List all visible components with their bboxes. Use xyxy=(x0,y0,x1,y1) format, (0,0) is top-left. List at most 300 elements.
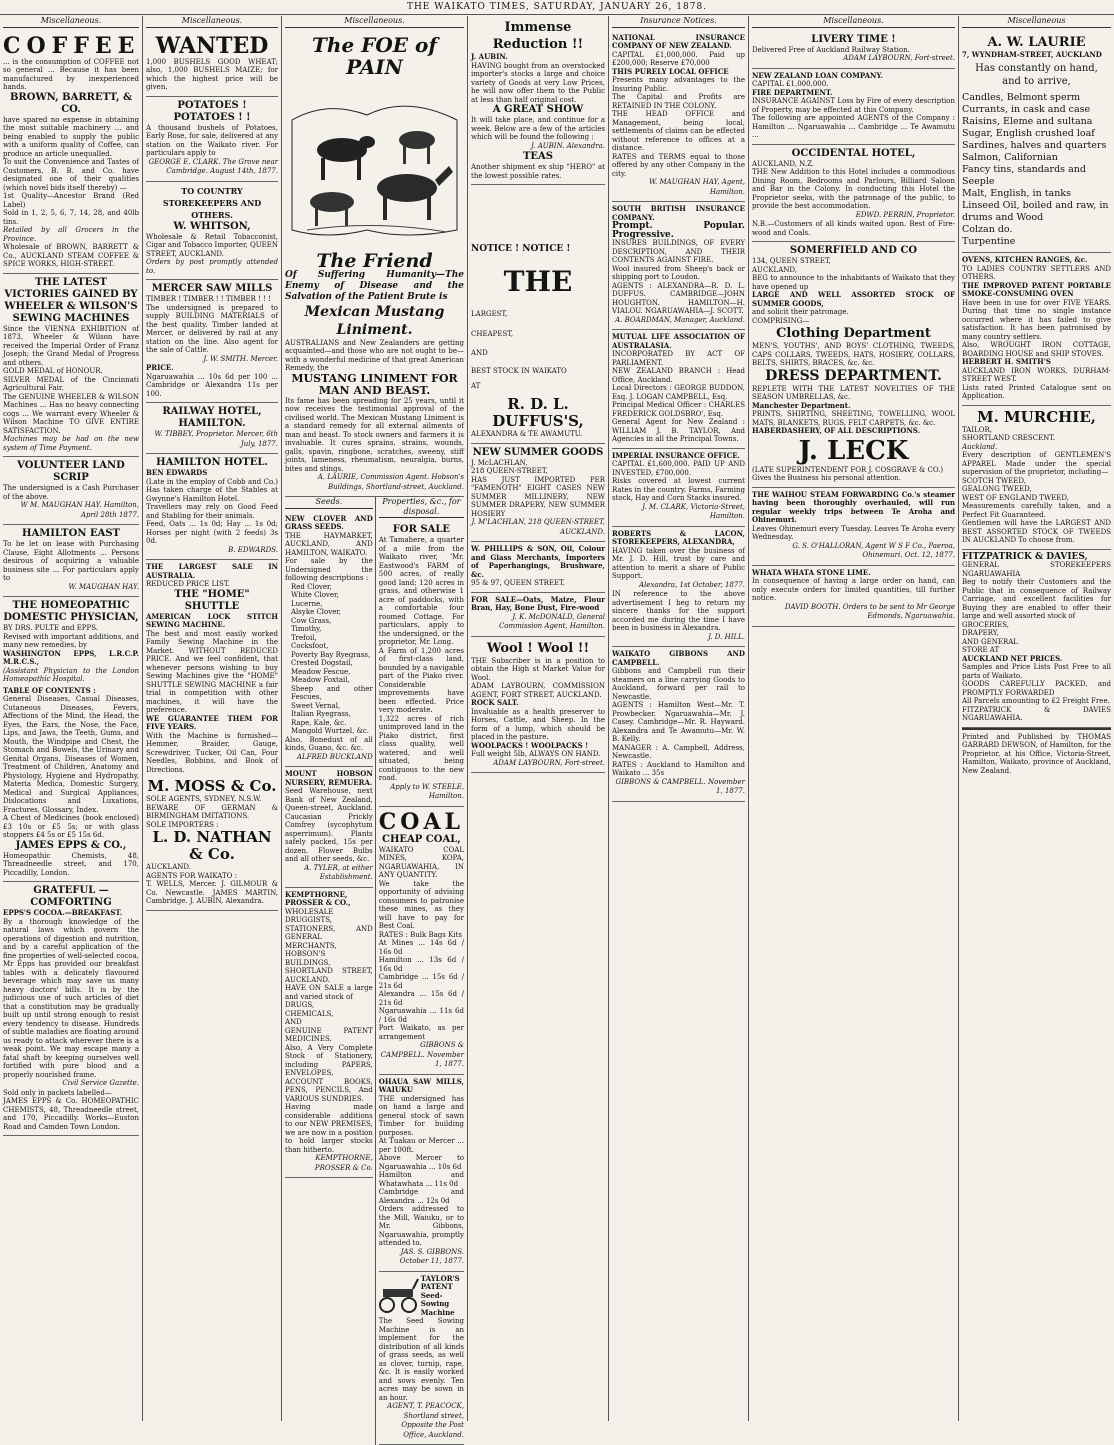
ad-subtitle: J. McLACHLAN, xyxy=(471,459,605,468)
seeds-ad xyxy=(285,512,373,768)
nz-loan-company-ad xyxy=(752,69,955,145)
list-item: Colzan do. xyxy=(962,224,1111,236)
ad-signature: J. M. CLARK, Victoria-Street, Hamilton. xyxy=(612,503,745,522)
list-item: Malt, English, in tanks xyxy=(962,188,1111,200)
column-1 xyxy=(0,16,142,1416)
ad-body: MANAGER : A. Campbell, Address, Newcastle. xyxy=(612,744,745,761)
ad-title: WHATA WHATA STONE LIME. xyxy=(752,569,955,578)
ad-signature: JAS. S. GIBBONS. October 11, 1877. xyxy=(379,1248,464,1267)
ad-body: With the Machine is furnished—Hemmer, Braider, Gauge, Screwdriver, Tucker, Oil Can, Four Needles, Bobbins, and Book of Directions. xyxy=(146,732,278,775)
rate-row: At Tuakau or Mercer ... per 100ft. xyxy=(379,1137,464,1154)
seed-list xyxy=(285,583,373,736)
hamilton-hotel-ad xyxy=(146,454,278,560)
ad-body: WAIKATO COAL MINES, KOPA, NGARUAWAHIA, IN ANY QUANTITY. xyxy=(379,846,464,880)
ad-title: OHAUA SAW MILLS, WAIUKU xyxy=(379,1078,464,1095)
ad-body: At Tamahere, a quarter of a mile from the Waikato river, 'Mr. Eastwood's FARM of 500 acres, of really good land; 120 acres in grass, and otherwise 1 acre of paddocks, with a comfortable four roomed Cottage. For particulars, apply to the undersigned, or the proprietor, Mr. Long. xyxy=(379,536,464,647)
list-item: DRUGS, xyxy=(285,1001,373,1010)
ad-body: Leaves Ohinemuri every Tuesday. Leaves Te Aroha every Wednesday. xyxy=(752,525,955,542)
rate-row: Ngaruawahia ... 11s 6d / 16s 0d xyxy=(379,1007,464,1024)
ad-subtitle: ROCK SALT. xyxy=(471,699,605,708)
list-item: Cow Grass, xyxy=(285,617,373,626)
south-british-ad xyxy=(612,202,745,330)
column-heading: Miscellaneous. xyxy=(146,16,278,28)
ad-signature: A. BOARDMAN, Manager, Auckland. xyxy=(612,316,745,326)
animals-illustration xyxy=(287,80,462,250)
coal-ad xyxy=(379,807,464,1075)
ovens-ad xyxy=(962,253,1111,406)
ad-body: and solicit their patronage. xyxy=(752,308,955,317)
ad-body: Principal Medical Officer : CHARLES FREDERICK GOLDSBRO', Esq. xyxy=(612,401,745,418)
ad-subtitle: Clothing Department xyxy=(752,325,955,342)
fitzpatrick-davies-ad xyxy=(962,550,1111,728)
potatoes-ad xyxy=(146,97,278,182)
ad-body: AGENTS FOR WAIKATO : xyxy=(146,872,278,881)
ad-title: THE LARGEST SALE IN AUSTRALIA. xyxy=(146,563,278,580)
wool-ad xyxy=(471,637,605,774)
ad-body: HAVING taken over the business of Mr. J. D. Hill, trust by care and attention to merit a share of Public Support. xyxy=(612,547,745,581)
list-item: Meadow Foxtail, xyxy=(285,676,373,685)
ad-body: Revised with important additions, and many new remedies, by xyxy=(3,633,139,650)
ad-body: Sold in 1, 2, 5, 6, 7, 14, 28, and 40lb tins. xyxy=(3,209,139,226)
gibbons-campbell-ad xyxy=(612,647,745,802)
ad-body: RATES : Bulk Bags Kits xyxy=(379,931,464,940)
ad-body: Orders addressed to the Mill, Waiuku, or to Mr. Gibbons, Ngaruawahia, promptly attended to. xyxy=(379,1205,464,1248)
list-item: Cocksfoot, xyxy=(285,642,373,651)
ad-title: Immense Reduction !! xyxy=(471,19,605,53)
ad-body: Also, Bonedust of all kinds, Guano, &c. &c. xyxy=(285,736,373,753)
column-2 xyxy=(143,16,281,1416)
ad-body: Local Directors : GEORGE BUDDON, Esq. J. LOGAN CAMPBELL, Esq. xyxy=(612,384,745,401)
seed-sower-illustration xyxy=(379,1275,419,1315)
ad-subtitle: W. WHITSON, xyxy=(146,221,278,233)
ad-body: Wholesale of BROWN, BARRETT & Co., AUCKLAND STEAM COFFEE & SPICE WORKS, HIGH-STREET. xyxy=(3,243,139,269)
ad-signature: GIBBONS & CAMPBELL. November 1, 1877. xyxy=(612,778,745,797)
ad-title: LIVERY TIME ! xyxy=(752,34,955,46)
list-item: Currants, in cask and case xyxy=(962,104,1111,116)
ad-body: IN reference to the above advertisement I beg to return my sincere thanks for the support accorded me during the time I have been in business in Alexandra. xyxy=(612,590,745,633)
ad-body: AUCKLAND, N.Z. xyxy=(752,160,955,169)
ad-body: REPLETE WITH THE LATEST NOVELTIES OF THE SEASON UMBRELLAS, &c. xyxy=(752,385,955,402)
ad-body: AUSTRALIANS and New Zealanders are getting acquainted—and those who are not ought to be—with a wonderful medicine of that great American Remedy, the xyxy=(285,339,464,373)
ad-body: CHEAPEST, xyxy=(471,330,605,339)
rate-row: Cambridge and Alexandra ... 12s 0d xyxy=(379,1188,464,1205)
ad-body: INSURES BUILDINGS, OF EVERY DESCRIPTION, AND THEIR CONTENTS AGAINST FIRE. xyxy=(612,239,745,265)
ad-signature: A. TYLER, at either Establishment. xyxy=(285,864,373,883)
ad-body: Orders by post promptly attended to. xyxy=(146,258,278,275)
ad-body: General Diseases, Casual Diseases, Cutaneous Diseases, Fevers, Affections of the Mind, the Head, the Eyes, the Ears, the Nose, the Face, Lips, and Jaws, the Teeth, Gums, and Mouth, the Windpipe and Chest, the Stomach and Bowels, the Urinary and Genital Organs, Diseases of Women, Treatment of Children, Anatomy and Physiology, Hygiene and Hydropathy, Materia Medica, Domestic Surgery, Medical and Surgical Appliances, Dislocations and Luxations, Fractures, Glossary, Index. xyxy=(3,695,139,814)
ad-signature: ADAM LAYBOURN, Fort-street. xyxy=(752,54,955,64)
ad-body: HAS JUST IMPORTED PER "FAMENOTH" EIGHT CASES NEW SUMMER MILLINERY, NEW SUMMER DRAPERY, NEW SUMMER HOSIERY xyxy=(471,476,605,519)
ad-body: (LATE SUPERINTENDENT FOR J. COSGRAVE & CO.) xyxy=(752,466,955,475)
ad-title: WAIKATO GIBBONS AND CAMPBELL. xyxy=(612,650,745,667)
properties-subcolumn xyxy=(376,497,464,1445)
ad-body: (Assistant Physician to the London Homeopathic Hospital. xyxy=(3,667,139,684)
ad-body: BEG to announce to the inhabitants of Waikato that they have opened up xyxy=(752,274,955,291)
ad-body: Measurements carefully taken, and a Perfect Fit Guaranteed. xyxy=(962,502,1111,519)
somerfield-ad xyxy=(752,242,955,488)
ad-subtitle: THE IMPROVED PATENT PORTABLE SMOKE-CONSUMING OVEN xyxy=(962,282,1111,299)
section-heading: Seeds. xyxy=(285,497,373,509)
ad-title: MUTUAL LIFE ASSOCIATION OF AUSTRALASIA. xyxy=(612,333,745,350)
ad-signature: Apply to W. STEELE, Hamilton. xyxy=(379,783,464,802)
ad-body: Wool insured from Sheep's back or shipping port to Loudon. xyxy=(612,265,745,282)
column-heading: Miscellaneous xyxy=(962,16,1111,28)
list-item: Poverty Bay Ryegrass, xyxy=(285,651,373,660)
ad-body: AND xyxy=(471,349,605,358)
list-item: AND xyxy=(285,1018,373,1027)
ad-title: The Friend xyxy=(285,252,464,270)
epps-cocoa-ad xyxy=(3,882,139,1136)
ad-body: BY DRS. PULTE and EPPS. xyxy=(3,624,139,633)
ad-body: Wholesale & Retail Tobacconist, Cigar and Tobacco Importer, QUEEN STREET, AUCKLAND. xyxy=(146,233,278,259)
list-item: WEST OF ENGLAND TWEED, xyxy=(962,494,1111,503)
ad-body: For sale by the Undersigned the following descriptions : xyxy=(285,557,373,583)
ad-title: NOTICE ! NOTICE ! xyxy=(471,245,605,254)
ad-body: Civil Service Gazette. xyxy=(3,1079,139,1089)
column-5 xyxy=(609,16,748,1416)
goods-list xyxy=(962,92,1111,248)
ad-body: Of Suffering Humanity—The Enemy of Disease and the Salvation of the Patient Brute is xyxy=(285,270,464,303)
list-item: Italian Ryegrass, xyxy=(285,710,373,719)
ad-title: IMPERIAL INSURANCE OFFICE. xyxy=(612,452,745,461)
rate-row: Cambridge ... 15s 6d / 21s 6d xyxy=(379,973,464,990)
ad-body: CAPITAL £1,600,000. PAID UP AND INVESTED, £700,000. xyxy=(612,460,745,477)
ad-body: SOLE IMPORTERS : xyxy=(146,821,278,830)
ad-subtitle: BROWN, BARRETT, & CO. xyxy=(3,92,139,116)
ad-body: TAILOR, xyxy=(962,426,1111,435)
column-6 xyxy=(749,16,958,1416)
ad-body: Homeopathic Chemists, 48, Threadneedle street, and 170, Piccadilly, London. xyxy=(3,852,139,878)
ad-subtitle: J. AUBIN. xyxy=(471,53,605,62)
list-item: Fancy tins, standards and Seeple xyxy=(962,164,1111,188)
ad-body: All Parcels amounting to £2 Freight Free. xyxy=(962,697,1111,706)
ad-signature: W. MAUGHAN HAY, Agent, Hamilton. xyxy=(612,178,745,197)
ad-title: KEMPTHORNE, PROSSER & CO., xyxy=(285,891,373,908)
seed-sower-ad xyxy=(379,1272,464,1445)
home-shuttle-ad xyxy=(146,560,278,911)
livery-ad xyxy=(752,31,955,69)
ad-title: Wool ! Wool !! xyxy=(471,640,605,657)
ad-body: HOBSON'S BUILDINGS, SHORTLAND STREET, AUCKLAND. xyxy=(285,950,373,984)
column-4 xyxy=(468,16,608,1416)
column-heading: Miscellaneous. xyxy=(3,16,139,28)
list-item: Sardines, halves and quarters xyxy=(962,140,1111,152)
ad-body: AGENTS : ALEXANDRA—R. D. L. DUFFUS. CAMBRIDGE—JOHN HOUGHTON. HAMILTON—H. VIALOU. NGARUAWAHIA—J. SCOTT. xyxy=(612,282,745,316)
ad-body: AUCKLAND. xyxy=(146,863,278,872)
ad-title: NATIONAL INSURANCE COMPANY OF NEW ZEALAND. xyxy=(612,34,745,51)
ad-body: The Seed Sowing Machine is an implement for the distribution of all kinds of grass seeds, as well as clover, turnip, rape, &c. It is easily worked and sows evenly. Ten acres may be sown in an hour. xyxy=(379,1317,464,1402)
column-heading: Miscellaneous. xyxy=(752,16,955,28)
kempthorne-ad xyxy=(285,888,373,1179)
ad-title: WANTED xyxy=(146,34,278,58)
ad-body: 95 & 97, QUEEN STREET. xyxy=(471,579,605,588)
ad-subtitle: GENERAL STOREKEEPERS NGARUAWAHIA xyxy=(962,561,1111,578)
ad-subtitle: HERBERT H. SMITH'S xyxy=(962,358,1111,367)
ad-body: AUCKLAND IRON WORKS, DURHAM-STREET WEST. xyxy=(962,367,1111,384)
ad-body: THE Subscriber is in a position to obtain the High st Market Value for Wool. xyxy=(471,657,605,683)
ad-body: The best and most easily worked Family Sewing Machine in the Market. WITHOUT REDUCED PRICE. And we feel confident, that whenever persons wishing to buy Sewing Machines give the "HOME" SHUTTLE SEWING MACHINE a fair trial in competition with other machines, it will have the preference. xyxy=(146,630,278,715)
national-insurance-ad xyxy=(612,31,745,203)
ad-subtitle: THIS PURELY LOCAL OFFICE xyxy=(612,68,745,77)
ad-subtitle: CHEAP COAL, xyxy=(379,834,464,846)
list-item: SCOTCH TWEED, xyxy=(962,477,1111,486)
list-item: GROCERIES, xyxy=(962,621,1111,630)
ad-body: INSURANCE AGAINST Loss by Fire of every description of Property, may be effected at this Company. xyxy=(752,97,955,114)
ad-body: RATES and TERMS equal to those offered by any other Company in the city. xyxy=(612,153,745,179)
murchie-tailor-ad xyxy=(962,406,1111,550)
ad-signature: J. W. SMITH. Mercer. xyxy=(146,355,278,365)
ad-signature: FITZPATRICK & DAVIES NGARUAWAHIA. xyxy=(962,706,1111,723)
ad-body: SOLE AGENTS, SYDNEY, N.S.W. xyxy=(146,795,278,804)
ad-title: GRATEFUL — COMFORTING xyxy=(3,885,139,909)
ad-title: RAILWAY HOTEL, HAMILTON. xyxy=(146,406,278,430)
ad-signature: ADAM LAYBOURN, COMMISSION AGENT, FORT STREET, AUCKLAND. xyxy=(471,682,605,699)
list-item: Crested Dogstail, xyxy=(285,659,373,668)
ad-subtitle: TEAS xyxy=(471,151,605,163)
ad-subtitle: FIRE DEPARTMENT. xyxy=(752,89,955,98)
ad-body: Lists rated Printed Catalogue sent on Application. xyxy=(962,384,1111,401)
ad-body: THE undersigned has on hand a large and general stock of sawn Timber for building purposes. xyxy=(379,1095,464,1138)
ad-title: SOUTH BRITISH INSURANCE COMPANY. xyxy=(612,205,745,222)
list-item: Mangold Wurtzel, &c. xyxy=(285,727,373,736)
ad-signature: GIBBONS & CAMPBELL. November 1, 1877. xyxy=(379,1041,464,1070)
ad-subtitle: J. LECK xyxy=(752,436,955,466)
ad-body: Every description of GENTLEMEN'S APPAREL Made under the special supervision of the proprietor, including— xyxy=(962,451,1111,477)
ad-body: General Agent for New Zealand : WILLIAM J. B. TAYLOR, And Agencies in all the Principal Towns. xyxy=(612,418,745,444)
list-item: CHEMICALS, xyxy=(285,1010,373,1019)
duffus-ad xyxy=(471,185,605,444)
ad-title: MERCER SAW MILLS xyxy=(146,283,278,295)
ad-signature: G. S. O'HALLORAN, Agent W S F Co., Paeroa, Ohinemuri. Oct. 12, 1877. xyxy=(752,542,955,561)
ad-body: THE HAYMARKET, AUCKLAND, AND HAMILTON, WAIKATO. xyxy=(285,532,373,558)
ad-body: 1st Quality—Ancestor Brand (Red Label) xyxy=(3,192,139,209)
rate-row: At Mines ... 14s 6d / 16s 0d xyxy=(379,939,464,956)
ad-signature: AGENT, T. PEACOCK, Shortland street, Opposite the Post Office, Auckland. xyxy=(379,1402,464,1440)
railway-hotel-ad xyxy=(146,403,278,454)
ad-title: Mexican Mustang Liniment. xyxy=(285,303,464,339)
ad-body: AGENTS : Hamilton West—Mr. T. Prowbecker. Ngaruawahia—Mr. J. Casey. Cambridge—Mr. R. Hayward. Alexandra and Te Awamutu—Mr. W. B. Kelly. xyxy=(612,701,745,744)
ad-subtitle: M. MOSS & Co. xyxy=(146,778,278,795)
column-7 xyxy=(959,16,1114,1416)
ad-body: Full weight 5lb, ALWAYS ON HAND. xyxy=(471,750,605,759)
ad-signature: W M. MAUGHAN HAY. Hamilton, April 28th 1877. xyxy=(3,501,139,520)
ad-body: In consequence of having a large order on hand, can only execute orders for limited quantities, till further notice. xyxy=(752,577,955,603)
rate-row: Hamilton and Whatawhata ... 11s 0d xyxy=(379,1171,464,1188)
ad-body: Has constantly on hand, xyxy=(962,62,1111,75)
ad-body: We take the opportunity of advising consumers to patronise these mines, as they will have to pay for Best Coal. xyxy=(379,880,464,931)
ad-body: Seed Warehouse, next Bank of New Zealand, Queen-street, Auckland. Caucasian Prickly Comfrey (sycophytum asperrimum). Plants safely packed, 15s per dozen. Flower Bulbs and all other seeds, &c. xyxy=(285,787,373,864)
immense-reduction-ad xyxy=(471,16,605,185)
ad-body: SILVER MEDAL of the Cincinnati Agricultural Fair. xyxy=(3,376,139,393)
ad-subtitle: JAMES EPPS & CO., xyxy=(3,840,139,852)
ad-subtitle: R. D. L. DUFFUS'S, xyxy=(471,396,605,430)
list-item: Red Clover, xyxy=(285,583,373,592)
list-item: Raisins, Eleme and sultana xyxy=(962,116,1111,128)
list-item: Trefoil, xyxy=(285,634,373,643)
ad-body: 134, QUEEN STREET, xyxy=(752,257,955,266)
ad-signature: DAVID BOOTH. Orders to be sent to Mr George Edmonds, Ngaruawahia. xyxy=(752,603,955,622)
phillips-ad xyxy=(471,542,605,593)
ad-title: M. MURCHIE, xyxy=(962,409,1111,426)
roberts-lacon-ad xyxy=(612,527,745,648)
ad-body: THE HEAD OFFICE and Management, being local, settlements of claims can be effected without reference to offices at a distance. xyxy=(612,110,745,153)
seeds-subcolumn xyxy=(285,497,376,1445)
ad-title: SOMERFIELD AND CO xyxy=(752,245,955,257)
ad-title: MOUNT HOBSON NURSERY, REMUERA. xyxy=(285,770,373,787)
ad-body: Beg to notify their Customers and the Public that in consequence of Railway Carriage, and excellent facilities for Buying they are enabled to offer their large and well assorted stock of xyxy=(962,578,1111,621)
ad-body: SHORTLAND CRESCENT. xyxy=(962,434,1111,443)
ad-body: and to arrive, xyxy=(962,75,1111,88)
mercer-saw-mills-ad xyxy=(146,280,278,403)
mutual-life-ad xyxy=(612,330,745,449)
ad-signature: KEMPTHORNE, PROSSER & Co. xyxy=(285,1154,373,1173)
ad-title: The FOE of PAIN xyxy=(285,34,464,78)
rate-row: Port Waikato, as per arrangement xyxy=(379,1024,464,1041)
list-item: Alsyke Clover, xyxy=(285,608,373,617)
ad-subtitle: THE "HOME" SHUTTLE xyxy=(146,589,278,613)
ad-body: Having made considerable additions to our NEW PREMISES, we are now in a position to hold larger stocks than hitherto. xyxy=(285,1103,373,1154)
mustang-liniment-ad xyxy=(285,31,464,498)
ad-subtitle: HABERDASHERY, OF ALL DESCRIPTIONS. xyxy=(752,427,955,436)
ad-body: Risks covered at lowest current Rates in the country. Farms, Farming stock, Hay and Corn Stacks insured. xyxy=(612,477,745,503)
ad-subtitle: MUSTANG LINIMENT FOR MAN AND BEAST. xyxy=(285,373,464,397)
ad-signature: B. EDWARDS. xyxy=(146,546,278,556)
ad-body: AT xyxy=(471,382,605,391)
ad-title: FITZPATRICK & DAVIES, xyxy=(962,553,1111,562)
list-item: Turpentine xyxy=(962,236,1111,248)
ad-title: COFFEE xyxy=(3,34,139,58)
ad-title: NEW SUMMER GOODS xyxy=(471,447,605,459)
list-item: White Clover, xyxy=(285,591,373,600)
ad-title: COAL xyxy=(379,810,464,834)
farm-for-sale-ad xyxy=(379,521,464,807)
ad-subtitle: TABLE OF CONTENTS : xyxy=(3,687,139,696)
ad-body: WHOLESALE DRUGGISTS, STATIONERS, AND GENERAL MERCHANTS, xyxy=(285,908,373,951)
ad-signature: J. K. McDONALD, General Commission Agent, Hamilton. xyxy=(471,613,605,632)
ad-title: OVENS, KITCHEN RANGES, &c. xyxy=(962,256,1111,265)
list-item: STORE AT xyxy=(962,646,1111,655)
oats-for-sale-ad xyxy=(471,593,605,637)
list-item: Sheep and other Fescues, xyxy=(285,685,373,702)
ad-body: PRINTS, SHIRTING, SHEETING, TOWELLING, WOOL MATS, BLANKETS, RUGS, FELT CARPETS, &c. &c. xyxy=(752,410,955,427)
list-item: Timothy, xyxy=(285,625,373,634)
list-item: Candles, Belmont sperm xyxy=(962,92,1111,104)
wheeler-wilson-ad xyxy=(3,274,139,458)
ad-subtitle: DRESS DEPARTMENT. xyxy=(752,368,955,385)
ad-body: It will take place, and continue for a week. Below are a few of the articles which will be found the following : xyxy=(471,116,605,142)
ad-body: Its fame has been spreading for 25 years, until it now receives the testimonial approval of the civilised world. The Mexican Mustang Liniment is a standard remedy for all external ailments of man and beast. To stock owners and farmers it is invaluable. It cures sprains, strains, wounds, galls, spavin, ringbone, scratches, sweeny, stiff joints, lameness, rheumatism, neuralgia, burns, bites and stings. xyxy=(285,397,464,474)
column-3 xyxy=(282,16,467,1416)
ad-subtitle: BEN EDWARDS xyxy=(146,469,278,478)
ad-body: Ngaruawahia ... 10s 6d per 100 ... Cambridge or Alexandra 11s per 100. xyxy=(146,373,278,399)
ad-body: Travellers may rely on Good Feed and Stabling for their animals. xyxy=(146,503,278,520)
ad-body: CAPITAL £1,000,000. xyxy=(752,80,955,89)
ad-body: By a thorough knowledge of the natural laws which govern the operations of digestion and nutrition, and by a careful application of the fine properties of well-selected cocoa, Mr Epps has provided our breakfast tables with a delicately flavoured beverage which may save us many heavy doctors' bills. It is by the judicious use of such articles of diet that a constitution may be gradually built up until strong enough to resist every tendency to disease. Hundreds of subtle maladies are floating around us ready to attack wherever there is a weak point. We may escape many a fatal shaft by keeping ourselves well fortified with pure blood and a properly nourished frame. xyxy=(3,918,139,1080)
new-summer-goods-ad xyxy=(471,444,605,543)
ad-signature: A. LAURIE, Commission Agent. Hobson's Buildings, Shortland-street, Auckland. xyxy=(285,473,464,492)
ad-subtitle: Prompt. Popular. Progressive. xyxy=(612,222,745,239)
ad-title: NEW CLOVER AND GRASS SEEDS. xyxy=(285,515,373,532)
hamilton-east-ad xyxy=(3,525,139,597)
ad-body: ALEXANDRA & TE AWAMUTU. xyxy=(471,430,605,439)
ad-body: A Chest of Medicines (book enclosed) £3 10s or £5 5s; or with glass stoppers £4 5s or £5 15s 6d. xyxy=(3,814,139,840)
ad-body: To be let on lease with Purchasing Clause, Eight Allotments ... Persons desirous of acquiring a valuable business site ... For particulars apply to xyxy=(3,540,139,583)
ad-title: VOLUNTEER LAND SCRIP xyxy=(3,460,139,484)
ad-body: WASHINGTON EPPS, L.R.C.P. M.R.C.S., xyxy=(3,650,139,667)
ad-body: TIMBER ! TIMBER ! ! TIMBER ! ! ! xyxy=(146,295,278,304)
ad-body: A thousand bushels of Potatoes, Early Rose, for sale, delivered at any station on the Waikato river. For particulars apply to xyxy=(146,124,278,158)
ad-title: NEW ZEALAND LOAN COMPANY. xyxy=(752,72,955,81)
ad-signature: ADAM LAYBOURN, Fort-street. xyxy=(471,759,605,769)
ad-subtitle: REDUCED PRICE LIST. xyxy=(146,580,278,589)
list-item: Rape, Kale, &c. xyxy=(285,719,373,728)
rate-row: Hamilton ... 13s 6d / 16s 0d xyxy=(379,956,464,973)
ad-body: Gives the Business his personal attention. xyxy=(752,474,955,483)
ad-body: Retailed by all Grocers in the Province. xyxy=(3,226,139,243)
stone-lime-ad xyxy=(752,566,955,627)
masthead: THE WAIKATO TIMES, SATURDAY, JANUARY 26, 1878. xyxy=(0,0,1114,15)
list-item: DRAPERY, xyxy=(962,629,1111,638)
ad-title: THE HOMEOPATHIC DOMESTIC PHYSICIAN, xyxy=(3,600,139,624)
ad-body: Invaluable as a health preserver to Horses, Cattle, and Sheep. In the form of a lump, which should be placed in the pasture. xyxy=(471,708,605,742)
ad-body: 1,322 acres of rich unimproved land in the Piako district, first class quality, well watered, and well situated, being contiguous to the new road. xyxy=(379,715,464,783)
ad-body: have spared no expense in obtaining the most suitable machinery ... and being enabled to supply the public with a uniform quality of Coffee, can produce an article unequalled. xyxy=(3,116,139,159)
ad-title: ROBERTS & LACON, STOREKEEPERS, ALEXANDRA, xyxy=(612,530,745,547)
list-item: Sugar, English crushed loaf xyxy=(962,128,1111,140)
ad-signature: W. TIBBEY, Proprietor. Mercer, 6th July, 1877. xyxy=(146,430,278,449)
list-item: Lucerne, xyxy=(285,600,373,609)
nursery-ad xyxy=(285,767,373,888)
ad-body: HAVE ON SALE a large and varied stock of xyxy=(285,984,373,1001)
ad-signature: Alexandra, 1st October, 1877. xyxy=(612,581,745,591)
column-heading: Miscellaneous. xyxy=(285,16,464,28)
ad-subtitle: AMERICAN LOCK STITCH SEWING MACHINE. xyxy=(146,613,278,630)
ad-body: ... is the consumption of COFFEE not so general ... Because it has been manufactured by inexperienced hands. xyxy=(3,58,139,92)
list-item: AND GENERAL xyxy=(962,638,1111,647)
ad-body: Gibbons and Campbell run their steamers on a line carrying Goods to Auckland, forward per rail to Newcastle. xyxy=(612,667,745,701)
ad-body: Also, A Very Complete Stock of Stationery, including PAPERS, ENVELOPES, ACCOUNT BOOKS, PENS, PENCILS, And VARIOUS SUNDRIES. xyxy=(285,1044,373,1104)
list-item: Salmon, Californian xyxy=(962,152,1111,164)
ad-subtitle: Manchester Department. xyxy=(752,402,955,411)
ad-body: GOLD MEDAL of HONOUR. xyxy=(3,367,139,376)
ad-subtitle: EPPS'S COCOA.—BREAKFAST. xyxy=(3,909,139,918)
waihou-steam-ad xyxy=(752,488,955,566)
volunteer-scrip-ad xyxy=(3,457,139,525)
ad-signature: J. AUBIN. Alexandra. xyxy=(471,142,605,152)
ad-signature: GEORGE E. CLARK. The Grove near Cambridge. August 14th, 1877. xyxy=(146,158,278,177)
ad-body: To suit the Convenience and Tastes of Customers, B. B. and Co. have designated one of their qualities (which novel bids itself thereby) — xyxy=(3,158,139,192)
ad-subtitle: L. D. NATHAN & Co. xyxy=(146,829,278,863)
list-item: GENUINE PATENT MEDICINES. xyxy=(285,1027,373,1044)
ad-signature: ALFRED BUCKLAND xyxy=(285,753,373,763)
ad-body: 7, WYNDHAM-STREET, AUCKLAND xyxy=(962,51,1111,60)
ad-body: Machines may be had on the new system of Time Payment. xyxy=(3,435,139,452)
ad-body: T. WELLS, Mercer. J. GILMOUR & Co. Newcastle. JAMES MARTIN, Cambridge. J. AUBIN, Alexandra. xyxy=(146,880,278,906)
column-heading: Insurance Notices. xyxy=(612,16,745,28)
ad-title: TO COUNTRY STOREKEEPERS AND OTHERS. xyxy=(146,185,278,221)
rate-row: Alexandra ... 15s 6d / 21s 6d xyxy=(379,990,464,1007)
ad-body: Samples and Price Lists Post Free to all parts of Waikato. xyxy=(962,663,1111,680)
ad-body: THE New Addition to this Hotel includes a commodious Dining Room, Bedrooms and Parlours, Billiard Saloon and Bar in the Colony. In conducting this Hotel the Proprietor seeks, with the patronage of the public, to provide the best accommodation. xyxy=(752,168,955,211)
ad-body: The GENUINE WHEELER & WILSON Machines ... Has no heavy connecting cogs ... We warrant every Wheeler & Wilson Machine TO GIVE ENTIRE SATISFACTION. xyxy=(3,393,139,436)
ad-body: COMPRISING— xyxy=(752,317,955,326)
ad-body: The following are appointed AGENTS of the Company : Hamilton ... Ngaruawahia ... Cambridge ... Te Awamutu ... xyxy=(752,114,955,140)
ad-title: W. PHILLIPS & SON, Oil, Colour and Glass Merchants, Importers of Paperhangings, Brushware, &c. xyxy=(471,545,605,579)
ad-signature: W. MAUGHAN HAY. xyxy=(3,583,139,593)
ad-body: NEW ZEALAND BRANCH : Head Office, Auckland. xyxy=(612,367,745,384)
ad-body: MEN'S, YOUTHS', AND BOYS' CLOTHING, TWEEDS, CAPS COLLARS, TWEEDS, HATS, HOSIERY, COLLARS, BELTS, SHIRTS, BRACES, &c. &c. xyxy=(752,342,955,368)
ad-body: GOODS CAREFULLY PACKED, and PROMPTLY FORWARDED xyxy=(962,680,1111,697)
